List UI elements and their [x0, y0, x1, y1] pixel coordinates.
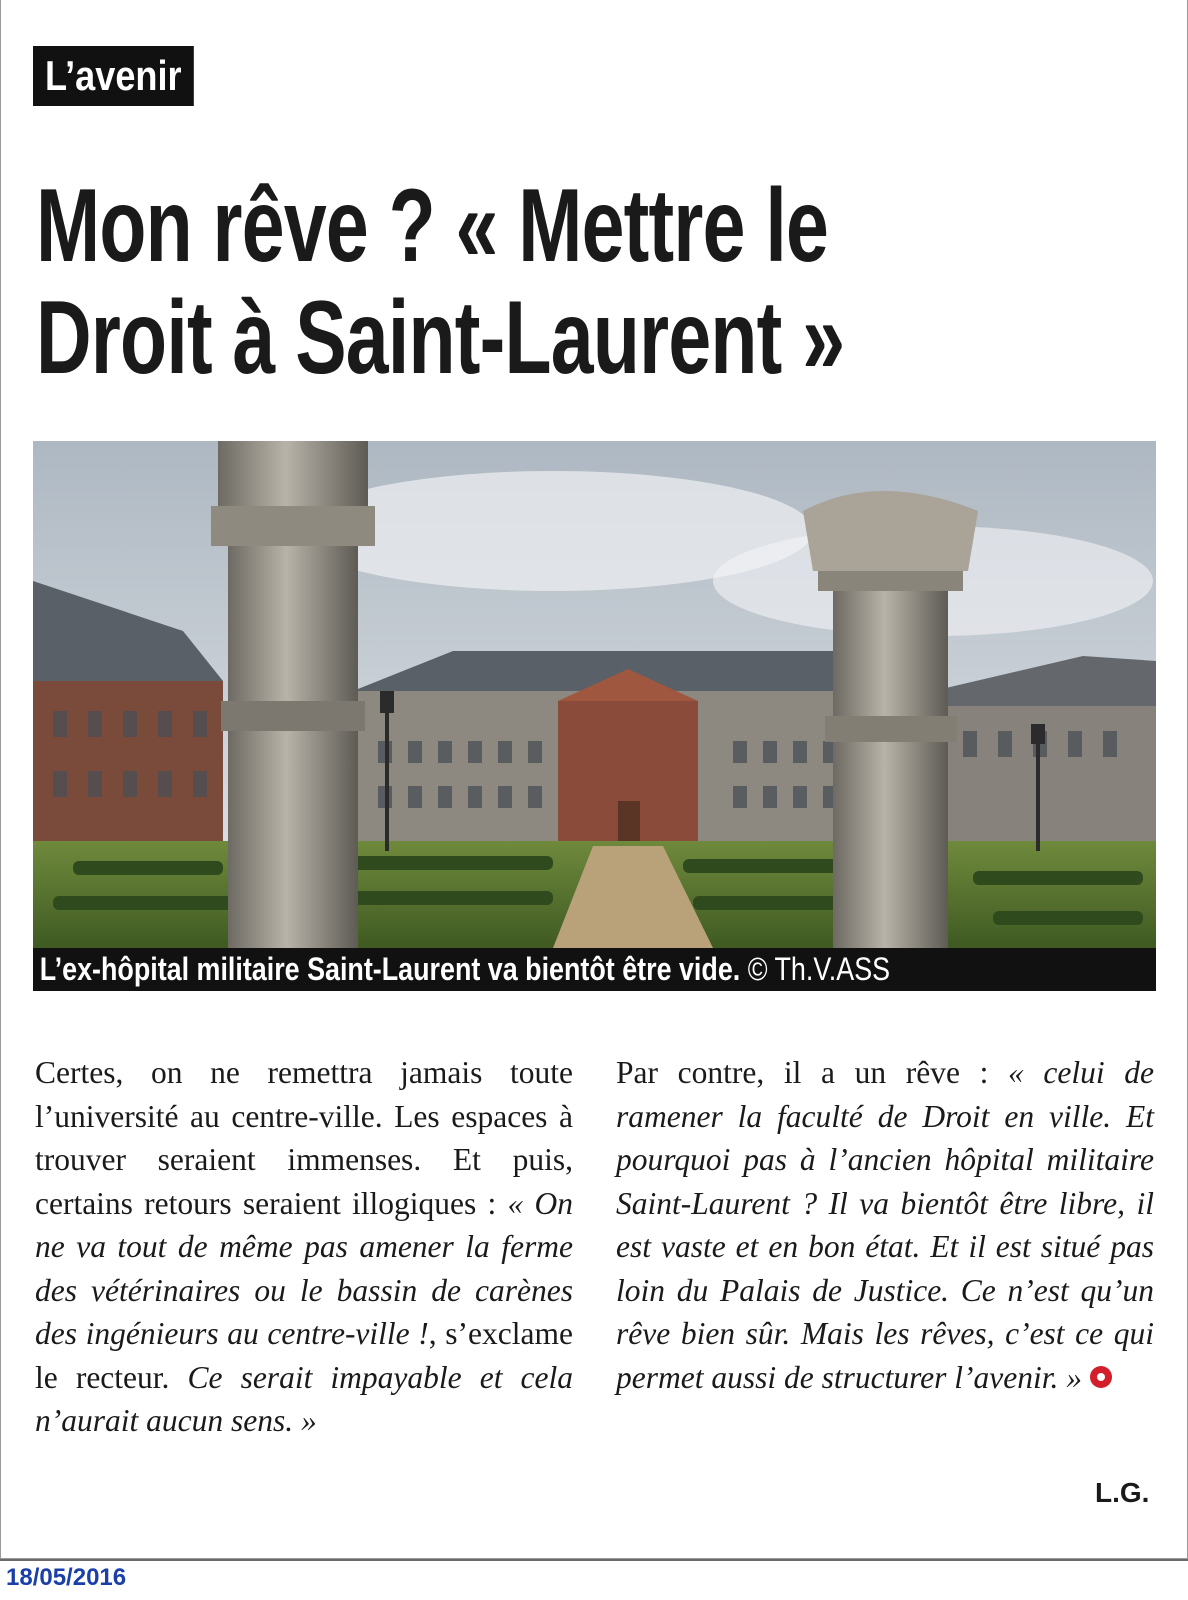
quote-run: « On ne va tout de même pas amener la ferme des vétérinaires ou le bassin de carènes des ingénieurs au centre-ville !	[35, 1185, 573, 1351]
quote-run: Ce serait impayable et cela n’aurait aucun sens. »	[35, 1359, 574, 1438]
text-run: Par contre, il a un rêve :	[616, 1055, 1009, 1090]
author-signature: L.G.	[1095, 1477, 1150, 1508]
paragraph-1	[35, 1051, 573, 1443]
text-run: Certes, on ne remettra jamais toute l’université au centre-ville. Les espaces à trouver seraient immenses. Et puis, certains retours seraient illogiques :	[35, 1055, 573, 1221]
footer-divider	[0, 1559, 1188, 1561]
publication-label: L’avenir	[33, 46, 194, 106]
article-photo	[33, 441, 1156, 948]
article-column-2	[616, 1051, 1154, 1399]
publication-date: 18/05/2016	[6, 1564, 127, 1591]
end-of-article-icon	[1090, 1366, 1112, 1388]
paragraph-2	[616, 1051, 1154, 1399]
headline	[36, 170, 1072, 394]
quote-run: « celui de ramener la faculté de Droit en ville. Et pourquoi pas à l’ancien hôpital militaire Saint-Laurent ? Il va bientôt être libre, il est vaste et en bon état. Et il est situé pas loin du Palais de Justice. Ce n’est qu’un rêve bien sûr. Mais les rêves, c’est ce qui permet aussi de structurer l’avenir. »	[616, 1055, 1154, 1395]
photo-caption	[33, 948, 1156, 991]
caption-text: L’ex-hôpital militaire Saint-Laurent va bientôt être vide.	[39, 951, 741, 987]
headline-line-2: Droit à Saint-Laurent »	[36, 280, 845, 396]
article-column-1	[35, 1051, 573, 1443]
headline-line-1: Mon rêve ? « Mettre le	[36, 168, 829, 284]
text-run: , s’exclame le recteur.	[35, 1316, 573, 1395]
photo-credit: © Th.V.ASS	[747, 951, 891, 987]
